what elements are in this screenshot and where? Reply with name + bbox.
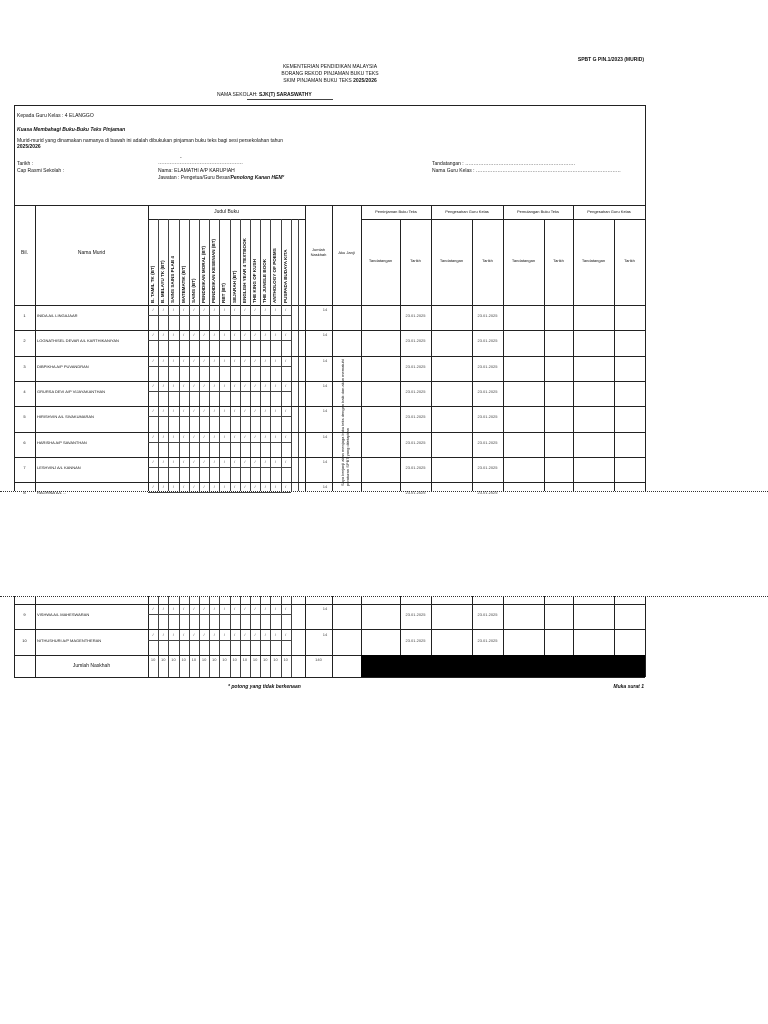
col-line [148, 205, 149, 491]
group-header: Pemulangan Buku Teks [517, 209, 559, 214]
row-sub-line [148, 340, 291, 341]
row-tick: / [162, 631, 164, 637]
col-name-header: Nama Murid [77, 250, 106, 256]
row-tick: / [213, 433, 215, 439]
row-tick: / [162, 382, 164, 388]
row-tick: / [234, 382, 236, 388]
row-name: HARISHA A/P SAVANTHAN [37, 439, 87, 445]
row-name: INIDA A/L LINGAJAAR [37, 313, 78, 318]
row-tick: / [172, 458, 175, 464]
col-books-header: Judul Buku [214, 209, 239, 215]
row-tick: / [162, 458, 164, 464]
row-tick: / [244, 484, 246, 490]
sub-header: Tarikh [482, 258, 493, 263]
row-tick: / [162, 484, 164, 490]
row-loan-date: 23.01.2025 [405, 439, 426, 445]
row-tick: / [254, 606, 256, 611]
row-tick: / [213, 307, 215, 312]
row-bil: 7 [23, 464, 26, 470]
row-tick: / [254, 433, 256, 439]
row-tick: / [203, 357, 205, 363]
row-tick: / [193, 484, 195, 490]
row-tick: / [183, 408, 185, 414]
col-pledge-header: Aku Janji [338, 250, 355, 255]
date-label: Tarikh : [17, 161, 34, 167]
row-line [14, 406, 645, 407]
row-confirm-date: 23.01.2025 [477, 612, 498, 617]
col-line [14, 205, 15, 491]
row-tick: / [264, 631, 266, 637]
grand-total: 140 [315, 657, 322, 662]
row-tick: / [152, 631, 154, 637]
row-name: LESHVINJ A/L KANNAN [37, 464, 81, 470]
book-title: THE JUNGLE BOOK [262, 258, 268, 303]
row-total: 14 [322, 408, 328, 414]
row-tick: / [193, 408, 195, 414]
row-tick: / [254, 307, 256, 312]
col-bil-header: Bil. [21, 250, 28, 256]
row-name: RAGHINA A/L ... [37, 490, 67, 496]
row-tick: / [234, 357, 236, 363]
book-title: THE KING OF KUSH [252, 259, 257, 303]
book-total: 10 [222, 657, 227, 662]
row-loan-date: 23.01.2025 [405, 612, 426, 617]
col-line [35, 205, 36, 491]
book-title: ANTHOLOGY OF POEMS [272, 248, 278, 303]
row-loan-date: 23.01.2025 [405, 388, 426, 394]
row-tick: / [244, 408, 246, 414]
row-tick: / [234, 307, 236, 312]
description: Murid-murid yang dinamakan namanya di bawah ini adalah dibukukan pinjaman buku teks bagi sesi persekolahan tahun [17, 138, 283, 144]
row-name: HIRISHVIN A/L SIVAKUMARAN [37, 414, 94, 420]
row-tick: / [213, 382, 215, 388]
row-tick: / [285, 484, 287, 490]
row-tick: / [193, 357, 195, 363]
page-number: Muka surat 1 [613, 684, 644, 690]
row-tick: / [162, 606, 164, 611]
row-tick: / [244, 382, 246, 388]
row-tick: / [203, 433, 205, 439]
row-tick: / [264, 408, 266, 414]
sign-col-line [431, 205, 432, 491]
row-tick: / [274, 307, 277, 312]
row-loan-date: 23.01.2025 [405, 490, 426, 496]
col-total-header: Jumlah Naskhah [310, 247, 327, 257]
row-tick: / [203, 332, 205, 338]
row-bil: 1 [23, 313, 26, 318]
row-tick: / [152, 484, 154, 490]
row-tick: / [244, 458, 246, 464]
row-tick: / [183, 332, 185, 338]
row-tick: / [234, 458, 236, 464]
row-tick: / [152, 408, 154, 414]
sub-header: Tarikh [624, 258, 635, 263]
row-tick: / [183, 433, 185, 439]
row-tick: / [223, 606, 226, 611]
book-title: MATEMATIK (BT) [180, 265, 186, 303]
row-tick: / [172, 357, 175, 363]
row-tick: / [223, 631, 226, 637]
class-teacher-line: Kepada Guru Kelas : 4 ELANGGO [17, 113, 94, 119]
row-tick: / [274, 382, 277, 388]
row-tick: / [274, 408, 277, 414]
row-total: 14 [322, 433, 328, 439]
row-tick: / [203, 408, 205, 414]
sub-header: Tandatangan [368, 258, 393, 263]
row-name: NITHUSHURI A/P MAGENTHERAN [37, 637, 102, 643]
row-tick: / [193, 307, 195, 312]
book-title: SAINS SAINS PLAB 4 [170, 256, 176, 303]
row-tick: / [213, 631, 215, 637]
row-confirm-date: 23.01.2025 [477, 388, 498, 394]
row-tick: / [172, 606, 175, 611]
row-tick: / [203, 382, 205, 388]
row-tick: / [183, 484, 185, 490]
row-tick: / [264, 458, 266, 464]
row-confirm-date: 23.01.2025 [477, 414, 498, 420]
row-total: 14 [322, 631, 328, 637]
form-code: SPBT G PIN.1/2023 (MURID) [577, 57, 644, 63]
book-total: 10 [181, 657, 186, 662]
row-total: 14 [322, 307, 328, 312]
table-bottom-border [14, 677, 645, 678]
row-tick: / [223, 332, 226, 338]
row-line [14, 482, 645, 483]
row-sub-line [148, 467, 291, 468]
row-tick: / [213, 408, 215, 414]
row-confirm-date: 23.01.2025 [477, 464, 498, 470]
total-label: Jumlah Naskhah [72, 663, 111, 669]
row-tick: / [285, 458, 287, 464]
school-name: NAMA SEKOLAH: SJK(T) SARASWATHY [217, 92, 312, 98]
row-tick: / [264, 332, 266, 338]
row-tick: / [172, 408, 175, 414]
row-tick: / [213, 357, 215, 363]
principal-name: Nama: ELAMATHI A/P KARUPIAH [158, 168, 235, 174]
book-total: 10 [212, 657, 217, 662]
row-confirm-date: 23.01.2025 [477, 338, 498, 344]
row-sub-line [148, 416, 291, 417]
row-tick: / [264, 307, 266, 312]
sign-col-line [645, 596, 646, 677]
row-tick: / [162, 357, 164, 363]
row-tick: / [223, 408, 226, 414]
row-sub-line [148, 614, 291, 615]
row-tick: / [234, 433, 236, 439]
form-title: BORANG REKOD PINJAMAN BUKU TEKS [281, 71, 379, 77]
book-total: 10 [273, 657, 278, 662]
row-tick: / [223, 484, 226, 490]
row-tick: / [183, 631, 185, 637]
book-title: PENDIDIKAN MORAL (BT) [201, 245, 206, 303]
row-tick: / [274, 458, 277, 464]
col-line [305, 596, 306, 677]
row-sub-line [148, 315, 291, 316]
row-confirm-date: 23.01.2025 [477, 313, 498, 318]
row-total: 14 [322, 382, 328, 388]
row-tick: / [264, 433, 266, 439]
row-total: 14 [322, 332, 328, 338]
row-total: 14 [322, 357, 328, 363]
book-total: 10 [283, 657, 288, 662]
row-tick: / [274, 357, 277, 363]
row-tick: / [254, 408, 256, 414]
row-tick: / [285, 382, 287, 388]
row-tick: / [162, 307, 164, 312]
row-name: LOGNATHISEL DEVAR A/L KARTHIKANIYAN [37, 338, 119, 344]
table-top-border [14, 205, 645, 206]
row-tick: / [162, 408, 164, 414]
row-line [14, 381, 645, 382]
row-tick: / [285, 408, 287, 414]
total-top-line [148, 655, 361, 656]
row-tick: / [234, 631, 236, 637]
sign-col-line [645, 205, 646, 491]
row-tick: / [264, 484, 266, 490]
row-tick: / [264, 357, 266, 363]
scheme-title: SKIM PINJAMAN BUKU TEKS 2025/2026 [283, 78, 377, 84]
row-tick: / [223, 357, 226, 363]
row-loan-date: 23.01.2025 [405, 414, 426, 420]
footnote: * potong yang tidak berkenaan [228, 684, 301, 690]
principal-role: Jawatan : Pengetua/Guru Besar/Penolong Kanan HEM* [158, 175, 285, 181]
book-title: SEJARAH (BT) [231, 270, 237, 303]
row-bil: 10 [22, 637, 27, 643]
col-line [14, 596, 15, 677]
row-tick: / [285, 631, 287, 637]
book-title: ENGLISH YEAR 4 TEXTBOOK [241, 237, 247, 303]
row-bil: 9 [23, 612, 26, 617]
row-tick: / [244, 357, 246, 363]
sub-header: Tandatangan [511, 258, 536, 263]
row-tick: / [264, 606, 266, 611]
row-tick: / [183, 458, 185, 464]
book-title: RBT (BT) [221, 283, 227, 303]
row-total: 14 [322, 484, 328, 490]
row-sub-line [148, 391, 291, 392]
row-tick: / [183, 382, 185, 388]
row-confirm-date: 23.01.2025 [477, 439, 498, 445]
col-line [332, 596, 333, 677]
book-title: PENDIDIKAN KESENIAN (BT) [211, 238, 217, 303]
ministry-title: KEMENTERIAN PENDIDIKAN MALAYSIA [282, 64, 378, 70]
row-tick: / [254, 332, 256, 338]
row-tick: / [285, 606, 287, 611]
row-name: VISHWA A/L MAHESWARAN [37, 612, 90, 617]
power-title: Kuasa Membahagi Buku-Buku Teks Pinjaman [17, 127, 126, 133]
row-tick: / [254, 484, 256, 490]
row-line [14, 432, 645, 433]
row-tick: / [274, 332, 277, 338]
row-tick: / [172, 382, 175, 388]
row-tick: / [254, 458, 256, 464]
row-total: 14 [322, 606, 328, 611]
row-tick: / [285, 307, 287, 312]
row-tick: / [203, 484, 205, 490]
row-bil: 2 [23, 338, 26, 344]
row-tick: / [244, 307, 246, 312]
sign-col-line [361, 205, 362, 491]
book-total: 10 [161, 657, 166, 662]
col-line [332, 205, 333, 491]
row-tick: / [244, 332, 246, 338]
book-total: 10 [242, 657, 248, 662]
row-tick: / [254, 382, 256, 388]
row-tick: / [193, 382, 195, 388]
pledge-text: Saya berjanji akan menjaga buku teks dengan baik dan akan mematuhi peraturan SPBT yang ditetapkan [340, 359, 350, 486]
session-year: 2025/2026 [17, 144, 41, 150]
row-tick: / [264, 382, 266, 388]
row-line [14, 356, 645, 357]
group-header: Pengesahan Guru Kelas [587, 209, 631, 214]
row-tick: / [244, 631, 246, 637]
sub-header: Tandatangan [439, 258, 464, 263]
row-tick: / [172, 433, 175, 439]
row-tick: / [162, 433, 164, 439]
row-tick: / [285, 357, 287, 363]
dash: - [180, 155, 182, 161]
row-tick: / [213, 606, 215, 611]
book-total: 10 [171, 657, 176, 662]
row-confirm-date: 23.01.2025 [477, 490, 498, 496]
book-title: SAINS (BT) [190, 278, 196, 303]
row-tick: / [285, 332, 287, 338]
row-sub-line [148, 640, 291, 641]
sub-header: Tarikh [410, 258, 421, 263]
book-title: PUSPADA BUDAYA KITA [282, 249, 288, 303]
row-tick: / [203, 307, 205, 312]
book-total: 10 [252, 657, 258, 662]
row-confirm-date: 23.01.2025 [477, 637, 498, 643]
row-tick: / [203, 631, 205, 637]
row-tick: / [274, 484, 277, 490]
row-loan-date: 23.01.2025 [405, 338, 426, 344]
sign-col-line [503, 205, 504, 491]
row-tick: / [152, 606, 154, 611]
book-title: B. TAMIL TK (BT) [150, 265, 155, 303]
header-bottom-border [14, 305, 645, 306]
row-loan-date: 23.01.2025 [405, 637, 426, 643]
row-name: GRURSA DEVI A/P VIJAYAKANTHAN [37, 388, 106, 394]
row-tick: / [152, 382, 154, 388]
row-bil: 4 [23, 388, 26, 394]
row-tick: / [193, 631, 195, 637]
row-tick: / [244, 606, 246, 611]
book-total: 10 [150, 657, 156, 662]
row-tick: / [274, 433, 277, 439]
row-tick: / [183, 606, 185, 611]
row-tick: / [234, 484, 236, 490]
shaded-cell [361, 655, 645, 677]
row-tick: / [254, 357, 256, 363]
row-tick: / [152, 357, 154, 363]
row-tick: / [274, 631, 277, 637]
book-total: 10 [191, 657, 197, 662]
row-loan-date: 23.01.2025 [405, 313, 426, 318]
row-tick: / [193, 332, 195, 338]
row-tick: / [213, 332, 215, 338]
book-title: B. MELAYU TK (BT) [160, 260, 166, 303]
row-tick: / [172, 484, 175, 490]
row-tick: / [223, 458, 226, 464]
row-tick: / [254, 631, 256, 637]
row-bil: 3 [23, 363, 26, 369]
row-confirm-date: 23.01.2025 [477, 363, 498, 369]
book-col-line [291, 596, 292, 677]
row-tick: / [172, 307, 175, 312]
row-line [14, 330, 645, 331]
row-tick: / [234, 606, 236, 611]
row-tick: / [285, 433, 287, 439]
stamp-label: Cap Rasmi Sekolah : [17, 168, 64, 174]
row-tick: / [172, 631, 175, 637]
row-tick: / [223, 433, 226, 439]
row-sub-line [148, 366, 291, 367]
class-teacher-name-line: Nama Guru Kelas : …………………………………………………………………………… [432, 168, 621, 174]
row-name: DIBPIKHA A/P PUVANDRAN [37, 363, 89, 369]
row-tick: / [203, 458, 205, 464]
sub-header: Tandatangan [581, 258, 606, 263]
group-header: Pengesahan Guru Kelas [445, 209, 489, 214]
row-tick: / [193, 433, 195, 439]
row-sub-line [148, 492, 291, 493]
book-total: 10 [263, 657, 268, 662]
group-header: Peminjaman Buku Teks [375, 209, 417, 214]
sub-header: Tarikh [553, 258, 564, 263]
row-tick: / [193, 458, 195, 464]
row-tick: / [183, 357, 185, 363]
row-line [14, 629, 645, 630]
row-tick: / [274, 606, 277, 611]
row-tick: / [234, 408, 236, 414]
row-tick: / [213, 458, 215, 464]
row-sub-line [148, 442, 291, 443]
row-tick: / [244, 433, 246, 439]
row-tick: / [152, 307, 154, 312]
row-loan-date: 23.01.2025 [405, 464, 426, 470]
row-tick: / [172, 332, 175, 338]
row-line [14, 457, 645, 458]
book-total: 10 [201, 657, 207, 662]
row-bil: 5 [23, 414, 26, 420]
row-tick: / [234, 332, 236, 338]
row-tick: / [223, 382, 226, 388]
row-line [14, 604, 645, 605]
signature-line: Tandatangan : ………………………………………………………… [432, 161, 576, 167]
row-tick: / [162, 332, 164, 338]
date-dots: …………………………………………… [158, 160, 243, 166]
row-loan-date: 23.01.2025 [405, 363, 426, 369]
row-tick: / [152, 458, 154, 464]
row-tick: / [213, 484, 215, 490]
row-total: 14 [322, 458, 328, 464]
row-tick: / [193, 606, 195, 611]
row-tick: / [152, 332, 154, 338]
sign-col-line [573, 205, 574, 491]
row-bil: 8 [23, 490, 26, 496]
book-total: 10 [232, 657, 237, 662]
row-tick: / [152, 433, 154, 439]
row-tick: / [223, 307, 226, 312]
row-bil: 6 [23, 439, 26, 445]
row-tick: / [203, 606, 205, 611]
row-tick: / [183, 307, 185, 312]
